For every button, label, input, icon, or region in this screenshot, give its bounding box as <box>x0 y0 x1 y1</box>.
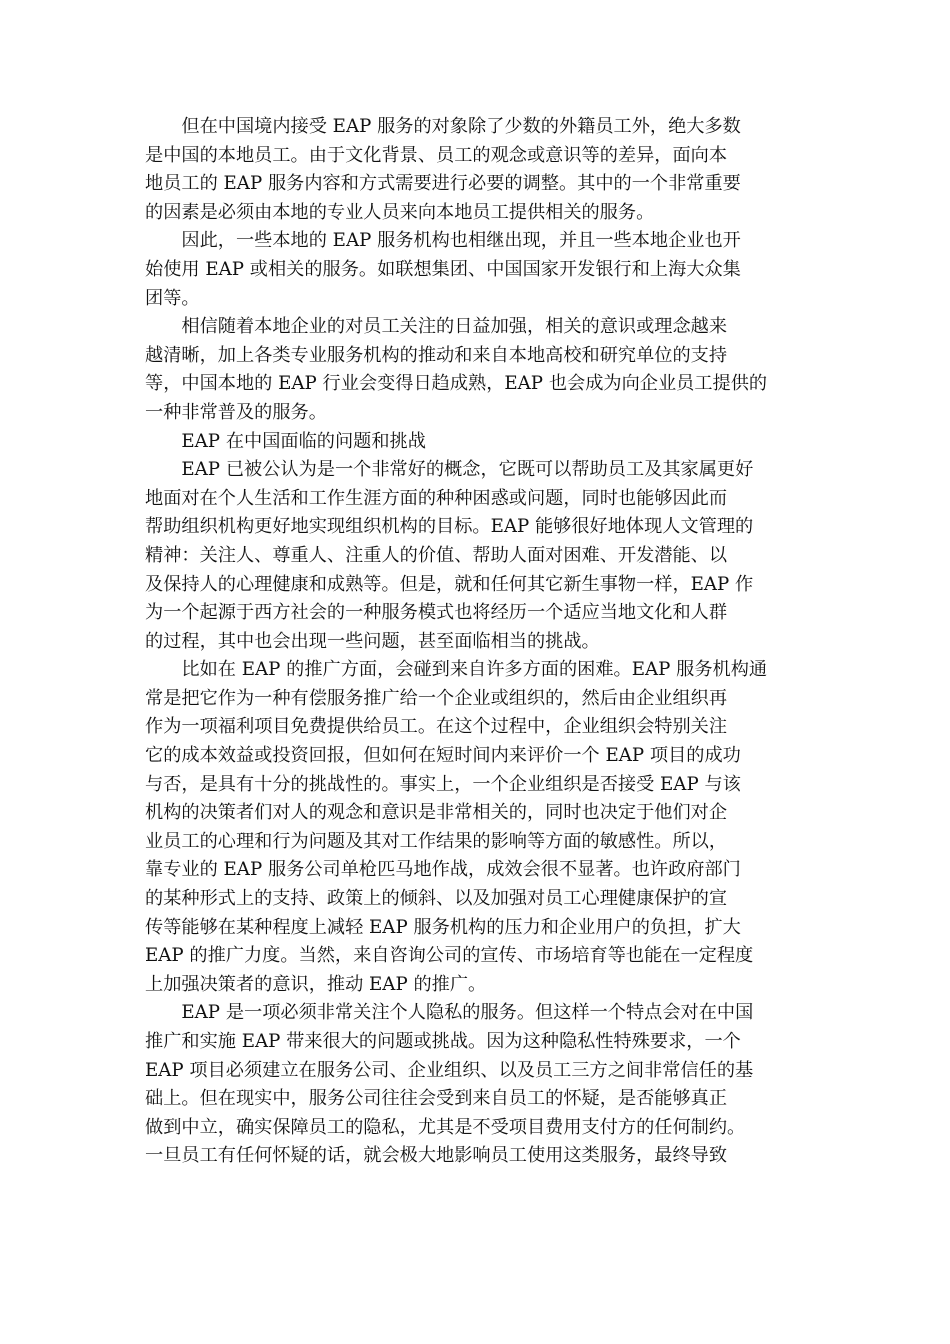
paragraph-eap-maturity: 相信随着本地企业的对员工关注的日益加强，相关的意识或理念越来 越清晰，加上各类专业服务机构的推动和来自本地高校和研究单位的支持 等，中国本地的 EAP 行业会变得日趋成熟，EAP 也会成为向企业员工提供的 一种非常普及的服务。 <box>145 316 768 423</box>
paragraph-local-eap-providers: 因此，一些本地的 EAP 服务机构也相继出现，并且一些本地企业也开 始使用 EAP 或相关的服务。如联想集团、中国国家开发银行和上海大众集 团等。 <box>145 230 741 309</box>
paragraph-eap-concept: EAP 已被公认为是一个非常好的概念，它既可以帮助员工及其家属更好 地面对在个人生活和工作生涯方面的种种困惑或问题，同时也能够因此而 帮助组织机构更好地实现组织机构的目标。EAP 能够很好地体现人文管理的 精神：关注人、尊重人、注重人的价值、帮助人面对困难、开发潜能、以 及保持人的心理健康和成熟等。但是，就和任何其它新生事物一样，EAP 作 为一个起源于西方社会的一种服务模式也将经历一个适应当地文化和人群 的过程，其中也会出现一些问题，甚至面临相当的挑战。 <box>145 459 754 652</box>
paragraph-local-employees: 但在中国境内接受 EAP 服务的对象除了少数的外籍员工外，绝大多数 是中国的本地员工。由于文化背景、员工的观念或意识等的差异，面向本 地员工的 EAP 服务内容和方式需要进行必要的调整。其中的一个非常重要 的因素是必须由本地的专业人员来向本地员工提供相关的服务。 <box>145 116 741 223</box>
paragraph-eap-privacy: EAP 是一项必须非常关注个人隐私的服务。但这样一个特点会对在中国 推广和实施 EAP 带来很大的问题或挑战。因为这种隐私性特殊要求，一个 EAP 项目必须建立在服务公司、企业组织、以及员工三方之间非常信任的基 础上。但在现实中，服务公司往往会受到来自员工的怀疑，是否能够真正 做到中立，确实保障员工的隐私，尤其是不受项目费用支付方的任何制约。 一旦员工有任何怀疑的话，就会极大地影响员工使用这类服务，最终导致 <box>145 1002 754 1167</box>
document-page <box>145 113 805 1171</box>
paragraph-eap-promotion: 比如在 EAP 的推广方面，会碰到来自许多方面的困难。EAP 服务机构通 常是把它作为一种有偿服务推广给一个企业或组织的，然后由企业组织再 作为一项福利项目免费提供给员工。在这个过程中，企业组织会特别关注 它的成本效益或投资回报，但如何在短时间内来评价一个 EAP 项目的成功 与否，是具有十分的挑战性的。事实上，一个企业组织是否接受 EAP 与该 机构的决策者们对人的观念和意识是非常相关的，同时也决定于他们对企 业员工的心理和行为问题及其对工作结果的影响等方面的敏感性。所以， 靠专业的 EAP 服务公司单枪匹马地作战，成效会很不显著。也许政府部门 的某种形式上的支持、政策上的倾斜、以及加强对员工心理健康保护的宣 传等能够在某种程度上减轻 EAP 服务机构的压力和企业用户的负担，扩大 EAP 的推广力度。当然，来自咨询公司的宣传、市场培育等也能在一定程度 上加强决策者的意识，推动 EAP 的推广。 <box>145 659 768 995</box>
section-heading-challenges: EAP 在中国面临的问题和挑战 <box>181 430 426 452</box>
